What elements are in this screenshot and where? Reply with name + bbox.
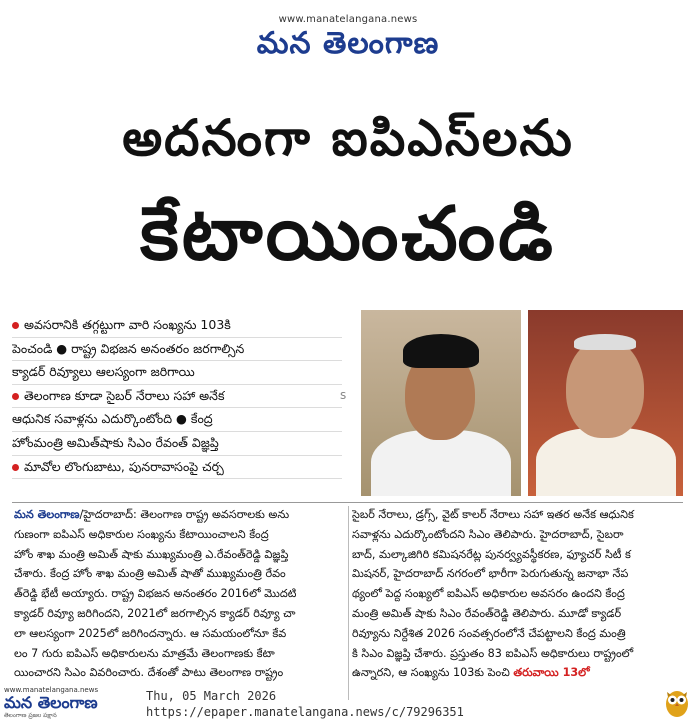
highlight-line: అవసరానికి తగ్గట్టుగా వారి సంఖ్యను 103కి bbox=[12, 314, 342, 338]
highlight-line: క్యాడర్ రివ్యూలు ఆలస్యంగా జరిగాయి bbox=[12, 361, 342, 385]
epaper-link[interactable]: https://epaper.manatelangana.news/c/79296351 bbox=[146, 705, 464, 719]
continued-link[interactable]: తరువాయి 13లో bbox=[513, 666, 590, 680]
footer-brand: మన తెలంగాణ bbox=[4, 693, 98, 712]
highlight-line: ఆధునిక సవాళ్లను ఎదుర్కొంటోంది ● కేంద్ర bbox=[12, 408, 342, 432]
article-line: యించారని సిఎం వివరించారు. దేశంతో పాటు తెలంగాణ రాష్ట్రం bbox=[14, 666, 284, 680]
divider bbox=[12, 502, 683, 503]
photo-amit-shah bbox=[528, 310, 683, 496]
article-line: కి సిఎం విజ్ఞప్తి చేశారు. ప్రస్తుతం 83 ఐపిఎస్ అధికారులు రాష్ట్రంలో bbox=[352, 646, 634, 660]
newspaper-logo: మన తెలంగాణ bbox=[256, 26, 440, 61]
article-line: థ్యంలో పెద్ద సంఖ్యలో ఐపిఎస్ అధికారుల అవసరం ఉందని కేంద్ర bbox=[352, 587, 625, 601]
site-url[interactable]: www.manatelangana.news bbox=[278, 14, 418, 25]
article-line: సైబర్ నేరాలు, డ్రగ్స్, వైట్ కాలర్ నేరాలు సహా ఇతర అనేక ఆధునిక bbox=[352, 508, 634, 521]
highlight-line: మావోల లొంగుబాటు, పునరావాసంపై చర్చ bbox=[12, 456, 342, 480]
section-marker: s bbox=[340, 388, 347, 402]
article-line: లా ఆలస్యంగా 2025లో జరిగిందన్నారు. ఆ సమయంలోనూ కేవ bbox=[14, 626, 287, 640]
article-line: మిషనర్, హైదరాబాద్ నగరంలో భారీగా పెరుగుతున్న జనాభా నేప bbox=[352, 567, 629, 581]
article-line: రివ్యూను నిర్దేశిత 2026 సంవత్సరంలోనే చేపట్టాలని కేంద్ర మంత్రి bbox=[352, 626, 626, 640]
article-column-right bbox=[352, 505, 685, 683]
photo-revanth-reddy bbox=[361, 310, 521, 496]
article-line: చేశారు. కేంద్ర హోం శాఖ మంత్రి అమిత్ షాతో ముఖ్యమంత్రి రేవం bbox=[14, 567, 286, 581]
footer-meta bbox=[146, 688, 464, 720]
article-line: త్‌రెడ్డి భేటీ అయ్యారు. రాష్ట్ర విభజన అనంతరం 2016లో మొదటి bbox=[14, 587, 297, 601]
headline-line-2: కేటాయించండి bbox=[140, 191, 556, 277]
highlights-box bbox=[12, 314, 342, 479]
article-line: ఉన్నారని, ఆ సంఖ్యను 103కు పెంచి తరువాయి 13లో bbox=[352, 666, 590, 680]
highlight-line: పెంచండి ● రాష్ట్ర విభజన అనంతరం జరగాల్సిన bbox=[12, 338, 342, 362]
bullet-icon bbox=[12, 322, 19, 329]
owl-mascot-icon bbox=[664, 686, 690, 718]
footer-site-url: www.manatelangana.news bbox=[4, 686, 99, 694]
column-divider bbox=[348, 506, 349, 700]
headline-line-1: అదనంగా ఐపిఎస్‌లను bbox=[122, 109, 574, 167]
footer-logo bbox=[4, 686, 136, 720]
dateline: మన తెలంగాణ bbox=[14, 508, 80, 521]
footer-tagline: తెలంగాణ ప్రజల పక్షాన bbox=[4, 712, 57, 719]
article-line: లం 7 గురు ఐపిఎస్ అధికారులను మాత్రమే తెలంగాణకు కేటా bbox=[14, 646, 275, 660]
bullet-icon bbox=[12, 464, 19, 471]
article-line: హోం శాఖ మంత్రి అమిత్ షాకు ముఖ్యమంత్రి ఎ.రేవంత్‌రెడ్డి విజ్ఞప్తి bbox=[14, 547, 289, 561]
article-line: మంత్రి అమిత్ షాకు సిఎం రేవంత్‌రెడ్డి తెలిపారు. మూడో క్యాడర్ bbox=[352, 606, 622, 620]
article-column-left bbox=[14, 505, 347, 683]
article-line: క్యాడర్ రివ్యూ జరిగిందని, 2021లో జరగాల్సిన క్యాడర్ రివ్యూ చా bbox=[14, 606, 296, 620]
article-line: మన తెలంగాణ/హైదరాబాద్: తెలంగాణ రాష్ట్ర అవసరాలకు అను bbox=[14, 508, 290, 521]
bullet-icon bbox=[12, 393, 19, 400]
article-line: సవాళ్లను ఎదుర్కొంటోందని సిఎం తెలిపారు. హైదరాబాద్, సైబరా bbox=[352, 527, 624, 541]
highlight-line: తెలంగాణ కూడా సైబర్ నేరాలు సహా అనేక bbox=[12, 385, 342, 409]
publish-date: Thu, 05 March 2026 bbox=[146, 689, 277, 703]
article-line: గుణంగా ఐపిఎస్ అధికారుల సంఖ్యను కేటాయించాలని కేంద్ర bbox=[14, 527, 269, 541]
highlight-line: హోంమంత్రి అమిత్‌షాకు సిఎం రేవంత్ విజ్ఞప్తి bbox=[12, 432, 342, 456]
masthead bbox=[0, 14, 696, 68]
article-line: బాద్, మల్కాజిగిరి కమిషనరేట్ల పునర్వ్యవస్థీకరణ, ఫ్యూచర్ సిటీ క bbox=[352, 547, 631, 561]
